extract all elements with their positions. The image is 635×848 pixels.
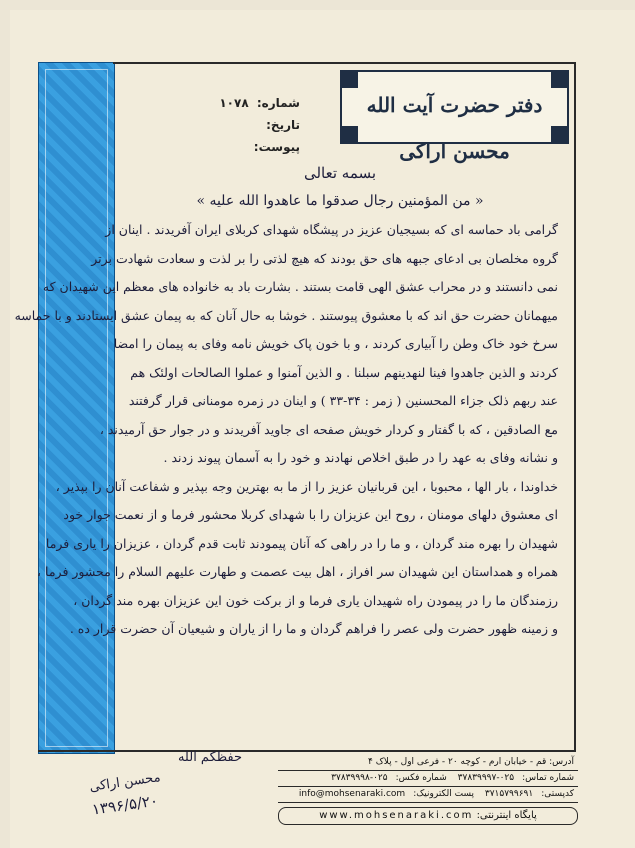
postal-value: ۳۷۱۵۷۹۹۶۹۱ [484, 789, 534, 799]
signature-date: ۱۳۹۶/۵/۲۰ [90, 791, 160, 819]
frame-line-top [113, 62, 576, 64]
logo-calligraphy: دفتر حضرت آیت الله محسن اراکی [366, 93, 543, 163]
body-line: کردند و الذین جاهدوا فینا لنهدینهم سبلنا . و الذین آمنوا و عملوا الصالحات اولئک هم [130, 364, 558, 380]
footer-phone-fax [278, 771, 578, 787]
email-value: info@mohsenaraki.com [298, 789, 406, 799]
signature-name: محسن اراکی [88, 770, 162, 795]
body-line: رزمندگان ما را در پیمودن راه شهیدان یاری فرما و از برکت خون این عزیزان بهره مند گردان ، [73, 592, 558, 608]
phone-value: ۰۲۵-۳۷۸۳۹۹۹۷ [457, 773, 515, 783]
fax-value: ۰۲۵-۳۷۸۳۹۹۹۸ [331, 773, 388, 783]
footer-address: آدرس: قم - خیابان ارم - کوچه ۲۰ - فرعی اول - پلاک ۴ [278, 755, 578, 771]
footer-postal-email [278, 787, 578, 803]
decorative-blue-border [38, 62, 115, 754]
letter-sheet [10, 10, 635, 848]
body-line: میهمانان حضرت حق اند که با معشوق پیوستند . خوشا به حال آنان که به پیمان عشق ایستادند و با حماسه [14, 307, 558, 323]
signature-block [70, 770, 180, 819]
logo-corner-ornament [551, 126, 569, 144]
body-line: مع الصادقین ، که با گفتار و کردار خویش صفحه ای جاوید آفریدند و در جوار حق آرمیدند ، [99, 421, 558, 437]
logo-corner-ornament [551, 70, 569, 88]
body-line: شهیدان را بهره مند گردان ، و ما را در راهی که آنان پیمودند ثابت قدم گردان ، عزیزان را یاری فرما [45, 535, 558, 551]
body-line: همراه و همداستان این شهیدان سر افراز ، اهل بیت عصمت و طهارت علیهم السلام را محشور فرما ، [37, 564, 558, 579]
body-line: ای معشوق دلهای مومنان ، روح این عزیزان را با شهدای کربلا محشور فرما و از نعمت جوار خود [63, 507, 558, 522]
body-line: گرامی باد حماسه ای که بسیجیان عزیز در پیشگاه شهدای کربلای ایران آفریدند . اینان از [105, 222, 558, 237]
frame-line-bottom [38, 750, 576, 752]
body-line: و زمینه ظهور حضرت ولی عصر را فراهم گردان و ما را از یاران و شیعیان آن حضرت قرار ده . [69, 621, 558, 636]
fax-label: شماره فکس: [395, 773, 447, 783]
letter-heading: بسمه تعالی [303, 164, 377, 182]
website-label: پایگاه اینترنتی: [476, 810, 537, 821]
letterhead-footer [278, 755, 578, 825]
date-row [160, 114, 300, 136]
postal-label: کدپستی: [541, 789, 574, 799]
body-line: خداوندا ، بار الها ، محبوبا ، این قربانیان عزیز را از ما به بهترین وجه بپذیر و شفاعت آنان را بپذیر ، [55, 478, 558, 494]
letter-body [14, 160, 558, 644]
body-line: نمی دانستند و در محراب عشق الهی قامت بستند . بشارت باد به خانواده های معظم این شهیدان که [42, 279, 558, 294]
body-line: گروه مخلصان بی ادعای جبهه های حق بودند که هیچ لذتی را بر لذت و سعادت شهادت برتر [91, 250, 558, 266]
website-value: www.mohsenaraki.com [319, 810, 474, 821]
closing-phrase: حفظکم الله [177, 750, 243, 765]
number-row [160, 92, 300, 114]
body-line: و نشانه وفای به عهد را در طبق اخلاص نهادند و خود را به آسمان پیوند زدند . [163, 450, 558, 465]
letter-meta [160, 92, 300, 158]
body-line: سرخ خود خاک وطن را آبیاری کردند ، و با خون پاک خویش نامه وفای به پیمان را امضا [113, 336, 558, 351]
number-value: ۱۰۷۸ [219, 96, 249, 110]
frame-line-right [574, 62, 576, 752]
office-logo [340, 70, 569, 163]
attachment-label: پیوست: [253, 140, 300, 154]
footer-website [278, 807, 578, 825]
date-label: تاریخ: [266, 118, 300, 132]
body-line: عند ربهم ذلک جزاء المحسنین ( زمر : ۳۴-۳۳ ) و اینان در زمره مومنانی قرار گرفتند [128, 393, 558, 408]
phone-label: شماره تماس: [522, 773, 574, 783]
email-label: پست الکترونیک: [413, 789, 474, 799]
number-label: شماره: [256, 96, 300, 110]
attachment-row [160, 136, 300, 158]
quran-quote: « من المؤمنین رجال صدقوا ما عاهدوا الله علیه » [196, 193, 484, 209]
